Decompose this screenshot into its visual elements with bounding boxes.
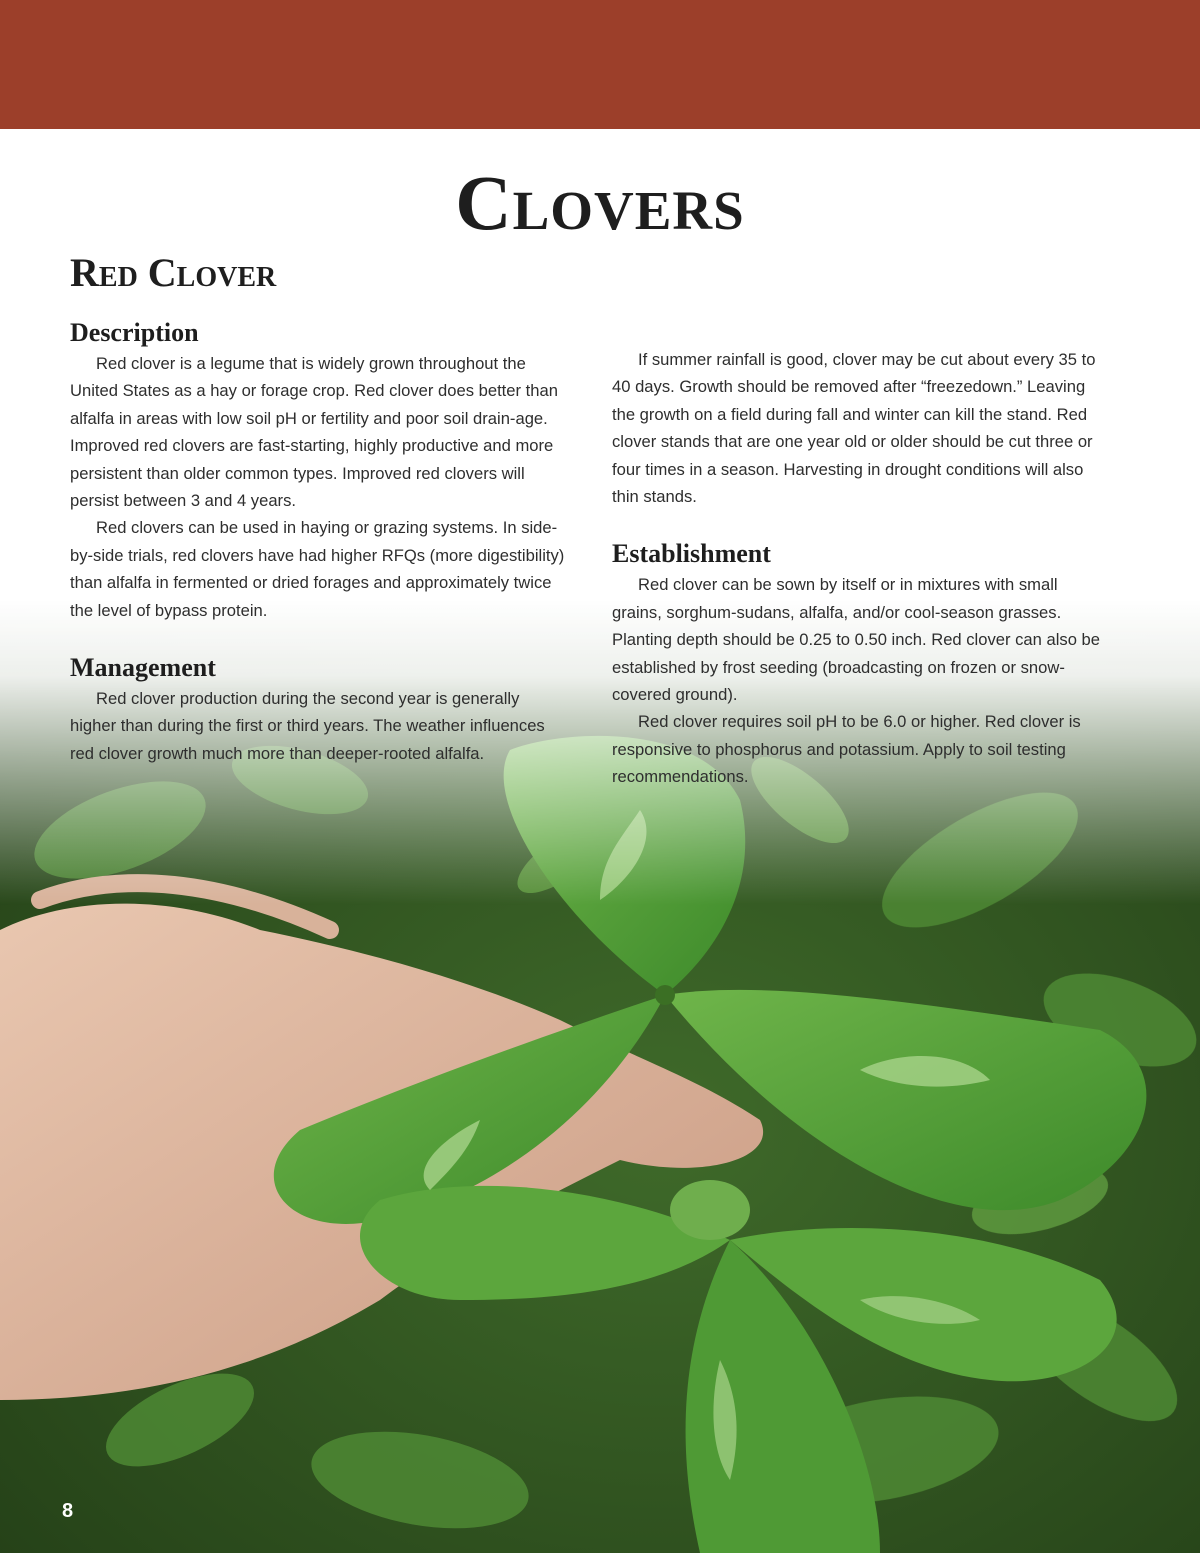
top-color-band <box>0 0 1200 129</box>
establishment-heading: Establishment <box>612 539 771 569</box>
management-paragraph-2: If summer rainfall is good, clover may be cut about every 35 to 40 days. Growth should be removed after “freezedown.” Leaving the growth on a field during fall and winter can kill the stand. Red clover stands that are one year old or older should be cut three or four times in a season. Harvesting in drought conditions will also thin stands. <box>612 350 1096 507</box>
management-heading: Management <box>70 653 216 683</box>
right-column <box>612 346 1112 791</box>
establishment-paragraph-2: Red clover requires soil pH to be 6.0 or higher. Red clover is responsive to phosphorus and potassium. Apply to soil testing recommendations. <box>612 712 1081 787</box>
establishment-paragraph-1: Red clover can be sown by itself or in mixtures with small grains, sorghum-sudans, alfalfa, and/or cool-season grasses. Planting depth should be 0.25 to 0.50 inch. Red clover can also be established by frost seeding (broadcasting on frozen or snow-covered ground). <box>612 575 1101 705</box>
description-heading: Description <box>70 318 199 347</box>
section-title: Red Clover <box>70 250 277 295</box>
description-paragraph-2: Red clovers can be used in haying or grazing systems. In side-by-side trials, red clovers have had higher RFQs (more digestibility) than alfalfa in fermented or dried forages and approximately twice the level of bypass protein. <box>70 518 565 620</box>
left-column <box>70 316 570 767</box>
description-paragraph-1: Red clover is a legume that is widely grown throughout the United States as a hay or forage crop. Red clover does better than alfalfa in areas with low soil pH or fertility and poor soil drain-age. Improved red clovers are fast-starting, highly productive and more persistent than older common types. Improved red clovers will persist between 3 and 4 years. <box>70 354 558 511</box>
management-paragraph-1: Red clover production during the second year is generally higher than during the first or third years. The weather influences red clover growth much more than deeper-rooted alfalfa. <box>70 689 545 763</box>
page-title: Clovers <box>455 159 745 246</box>
page-number: 8 <box>62 1500 74 1522</box>
